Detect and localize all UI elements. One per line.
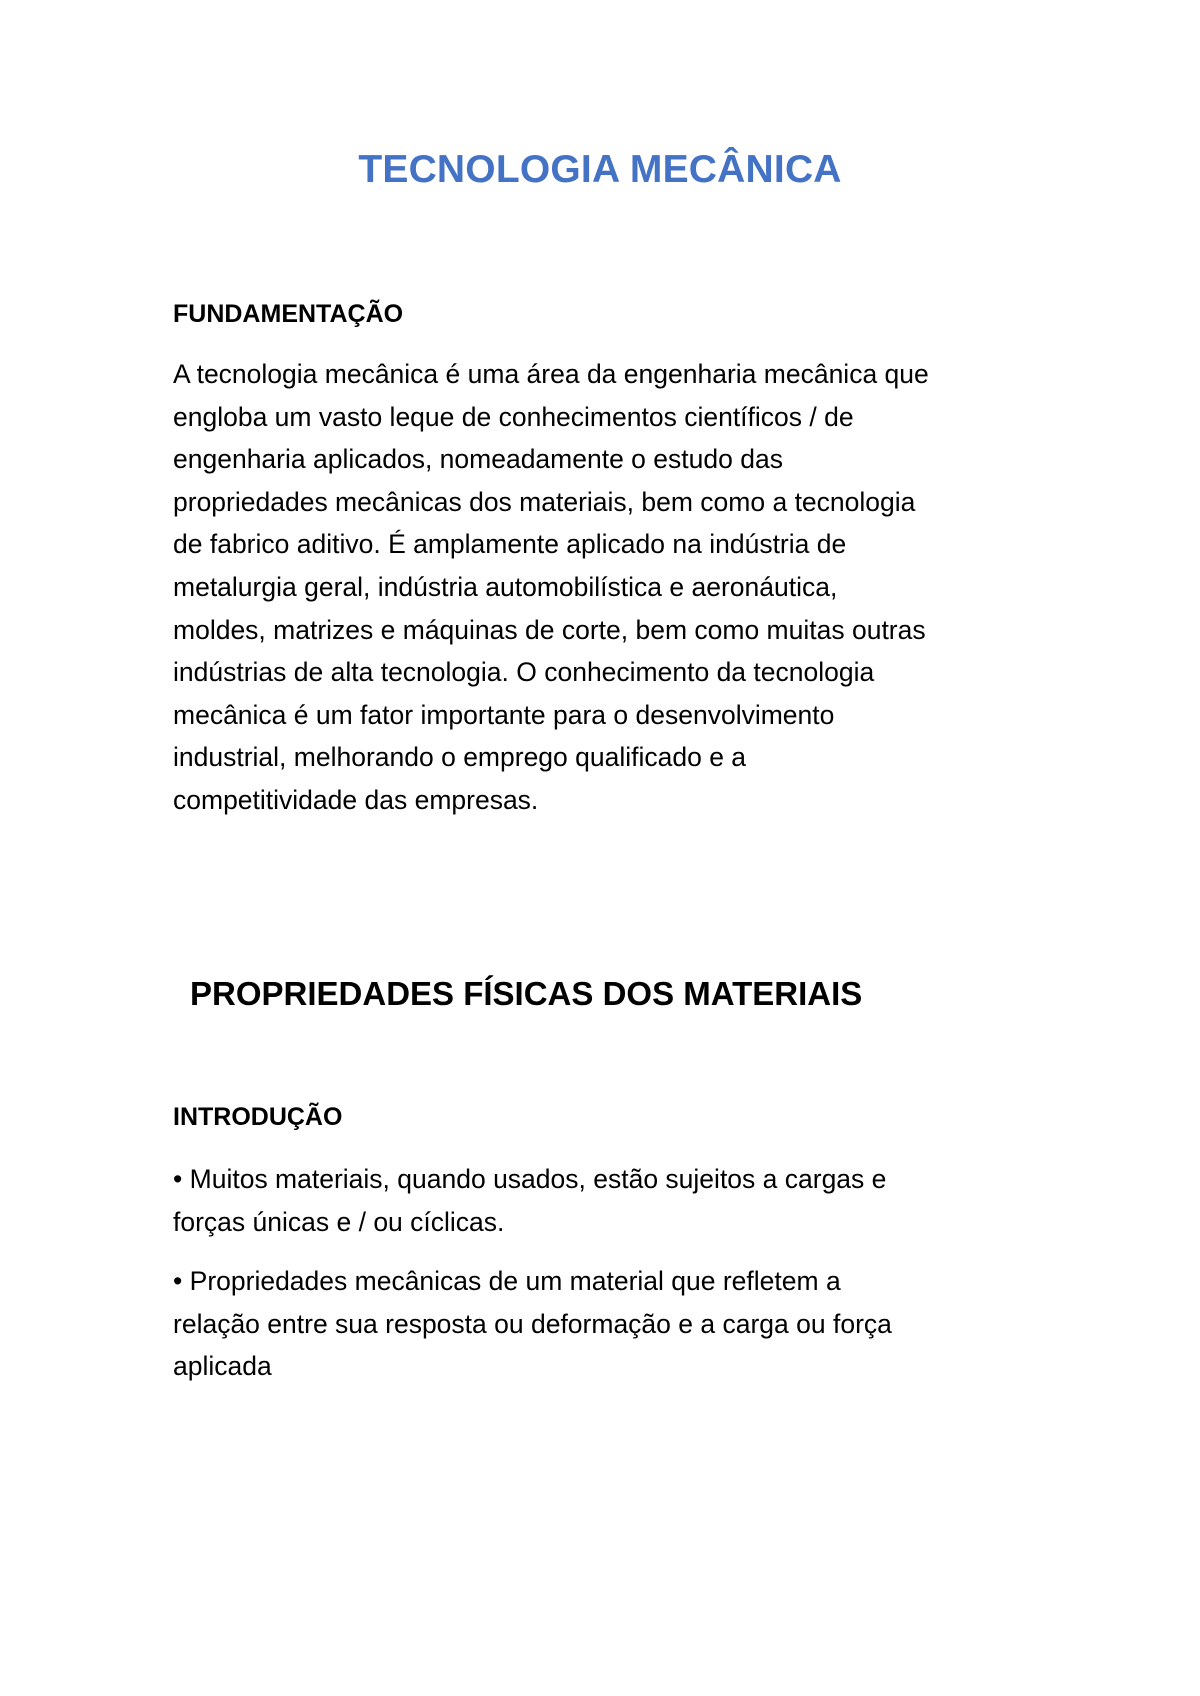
paragraph-line: metalurgia geral, indústria automobilística e aeronáutica, xyxy=(173,571,838,602)
paragraph-line: A tecnologia mecânica é uma área da engenharia mecânica que xyxy=(173,359,929,389)
paragraph-line: engenharia aplicados, nomeadamente o estudo das xyxy=(173,444,783,475)
subheading-introducao: INTRODUÇÃO xyxy=(173,1103,343,1131)
paragraph-line: de fabrico aditivo. É amplamente aplicado na indústria de xyxy=(173,529,847,560)
bullet-item xyxy=(173,1260,1033,1388)
bullet-line: aplicada xyxy=(173,1351,272,1382)
bullet-item xyxy=(173,1158,1033,1243)
paragraph-line: indústrias de alta tecnologia. O conhecimento da tecnologia xyxy=(173,657,875,688)
bullet-line: forças únicas e / ou cíclicas. xyxy=(173,1206,505,1237)
section-heading-propriedades: PROPRIEDADES FÍSICAS DOS MATERIAIS xyxy=(190,975,863,1012)
paragraph-line: industrial, melhorando o emprego qualificado e a xyxy=(173,742,747,773)
section-heading-fundamentacao: FUNDAMENTAÇÃO xyxy=(173,300,404,328)
paragraph-line: propriedades mecânicas dos materiais, bem como a tecnologia xyxy=(173,486,916,517)
fundamentacao-paragraph xyxy=(173,353,1033,822)
bullet-line: • Propriedades mecânicas de um material que refletem a xyxy=(173,1266,841,1296)
bullet-line: relação entre sua resposta ou deformação e a carga ou força xyxy=(173,1308,892,1339)
bullet-line: • Muitos materiais, quando usados, estão sujeitos a cargas e xyxy=(173,1164,887,1194)
paragraph-line: engloba um vasto leque de conhecimentos científicos / de xyxy=(173,401,854,432)
paragraph-line: moldes, matrizes e máquinas de corte, bem como muitas outras xyxy=(173,614,926,645)
paragraph-line: mecânica é um fator importante para o desenvolvimento xyxy=(173,699,835,730)
paragraph-line: competitividade das empresas. xyxy=(173,784,539,815)
document-title: TECNOLOGIA MECÂNICA xyxy=(358,148,842,191)
